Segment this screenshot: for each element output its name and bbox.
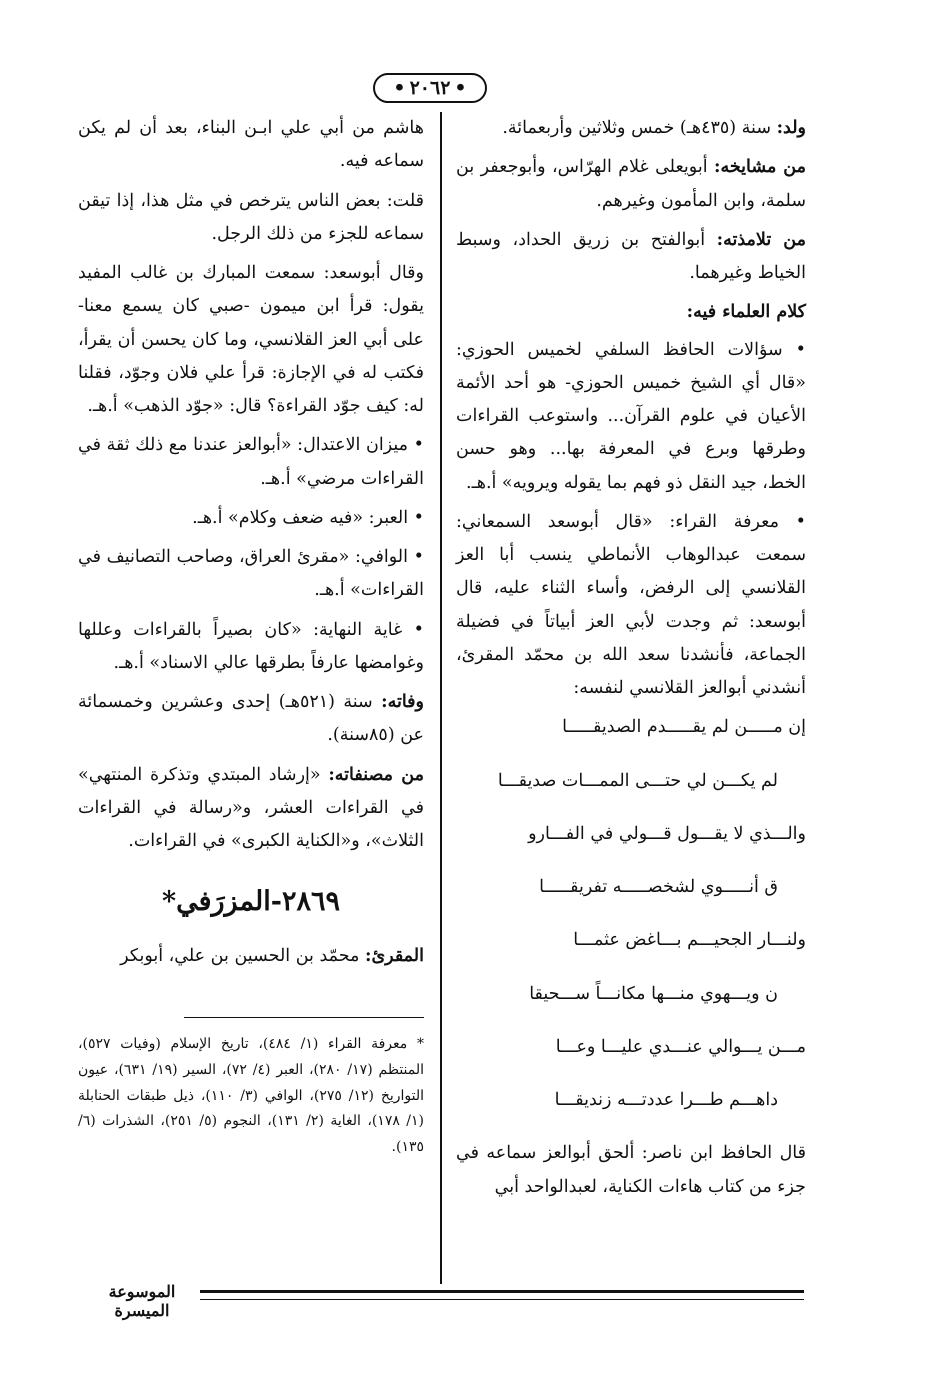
death-paragraph (78, 686, 424, 753)
poem-line: والـــذي لا يقـــول قـــولي في الفـــارو (528, 823, 806, 844)
footer-book-title: الموسوعة الميسرة (108, 1282, 176, 1320)
poem-line: ق أنـــــوي لشخصـــــه تفريقـــــا (539, 877, 778, 897)
left-column (78, 112, 424, 1175)
works-label: من مصنفاته: (328, 764, 424, 785)
after-poem-paragraph: قال الحافظ ابن ناصر: ألحق أبوالعز سماعه في جزء من كتاب هاءات الكناية، لعبدالواحد أبي (456, 1143, 806, 1197)
right-column (456, 112, 806, 1210)
page-number: • ٢٠٦٢ • (373, 73, 486, 103)
poem-line: لم يكـــن لي حتـــى الممـــات صديقـــا (497, 770, 778, 791)
entry-start-paragraph (78, 940, 424, 973)
entry-start-text: محمّد بن الحسين بن علي، أبوبكر (120, 945, 360, 966)
poem-line: مـــن يـــوالي عنـــدي عليـــا وعـــا (555, 1036, 806, 1057)
footer-rule (200, 1290, 804, 1300)
born-text: سنة (٤٣٥هـ) خمس وثلاثين وأربعمائة. (502, 118, 771, 138)
entry-start-label: المقرئ: (365, 945, 424, 966)
page-number-frame (380, 70, 480, 106)
death-text: سنة (٥٢١هـ) إحدى وعشرين وخمسمائة عن (٨٥سنة). (78, 692, 424, 746)
footnote: * معرفة القراء (١/ ٤٨٤)، تاريخ الإسلام (وفيات ٥٢٧)، المنتظم (١٧/ ٢٨٠)، العبر (٤/ ٧٢)، السير (١٩/ ٦٣١)، عيون التواريخ (١٢/ ٢٧٥)، الوافي (٣/ ١١٠)، ذيل طبقات الحنابلة (١/ ١٧٨)، الغاية (٢/ ١٣١)، النجوم (٥/ ٢٥١)، الشذرات (٦/ ١٣٥). (78, 1035, 425, 1156)
works-paragraph (78, 759, 424, 859)
students-paragraph (456, 224, 806, 291)
students-label: من تلامذته: (716, 229, 806, 250)
death-label: وفاته: (381, 692, 424, 712)
poem-line: إن مـــــن لم يقـــــدم الصديقـــــا (562, 717, 806, 738)
poem (456, 711, 806, 1117)
quote-mizan: • ميزان الاعتدال: «أبوالعز عندنا مع ذلك ثقة في القراءات مرضي» أ.هـ. (78, 429, 424, 496)
column-divider (440, 112, 442, 1284)
quote-ghaya: • غاية النهاية: «كان بصيراً بالقراءات وعللها وغوامضها عارفاً بطرقها عالي الاسناد» أ.هـ. (78, 614, 424, 681)
quote-marifat-alqurra: • معرفة القراء: «قال أبوسعد السمعاني: سمعت عبدالوهاب الأنماطي ينسب أبا العز القلانسي إلى الرفض، وأساء الثناء عليه، قال أبوسعد: ثم وجدت لأبي العز أبياتاً في فضيلة الجماعة، فأنشدنا سعد الله بن محمّد المقرئ، أنشدني أبوالعز القلانسي لنفسه: (456, 506, 806, 706)
scholars-heading: كلام العلماء فيه: (686, 302, 806, 323)
born-paragraph (456, 112, 806, 145)
works-text: «إرشاد المبتدي وتذكرة المنتهي» في القراءات العشر، و«رسالة في القراءات الثلاث»، و«الكناية الكبرى» في القراءات. (78, 764, 424, 851)
born-label: ولد: (776, 118, 806, 138)
abu-saad-paragraph: وقال أبوسعد: سمعت المبارك بن غالب المفيد يقول: قرأ ابن ميمون -صبي كان يسمع معنا- على أبي العز القلانسي، وما كان يحسن أن يقرأ، فكتب له في الإجازة: قرأ علي فلان وجوّد، فقلنا له: كيف جوّد القراءة؟ قال: «جوّد الذهب» أ.هـ. (78, 263, 424, 416)
footnote-separator (184, 1017, 424, 1018)
continuation-paragraph: هاشم من أبي علي ابـن البناء، بعد أن لم يكن سماعه فيه. (78, 118, 424, 172)
poem-line: ولنـــار الجحيـــم بـــاغض عثمـــا (573, 930, 806, 951)
entry-title: ٢٨٦٩-المزرَفي* (161, 886, 341, 918)
quote-wafi: • الوافي: «مقرئ العراق، وصاحب التصانيف في القراءات» أ.هـ. (78, 541, 424, 608)
teachers-label: من مشايخه: (714, 157, 806, 178)
teachers-text: أبويعلى غلام الهرّاس، وأبوجعفر بن سلمة، وابن المأمون وغيرهم. (456, 157, 806, 211)
poem-line: داهـــم طـــرا عددتـــه زنديقـــا (554, 1090, 778, 1110)
poem-line: ن ويـــهوي منـــها مكانـــاً ســـحيقا (529, 983, 778, 1004)
teachers-paragraph (456, 151, 806, 218)
author-note-paragraph: قلت: بعض الناس يترخص في مثل هذا، إذا تيقن سماعه للجزء من ذلك الرجل. (78, 190, 424, 244)
students-text: أبوالفتح بن زريق الحداد، وسبط الخياط وغيرهما. (456, 229, 806, 283)
quote-silafi: • سؤالات الحافظ السلفي لخميس الحوزي: «قال أي الشيخ خميس الحوزي- هو أحد الأئمة الأعيان في علوم القرآن... واستوعب القراءات وطرقها وبرع في المعرفة بها... وهو حسن الخط، جيد النقل ذو فهم بما يقوله ويرويه» أ.هـ. (456, 334, 806, 500)
quote-ibar: • العبر: «فيه ضعف وكلام» أ.هـ. (78, 502, 424, 535)
